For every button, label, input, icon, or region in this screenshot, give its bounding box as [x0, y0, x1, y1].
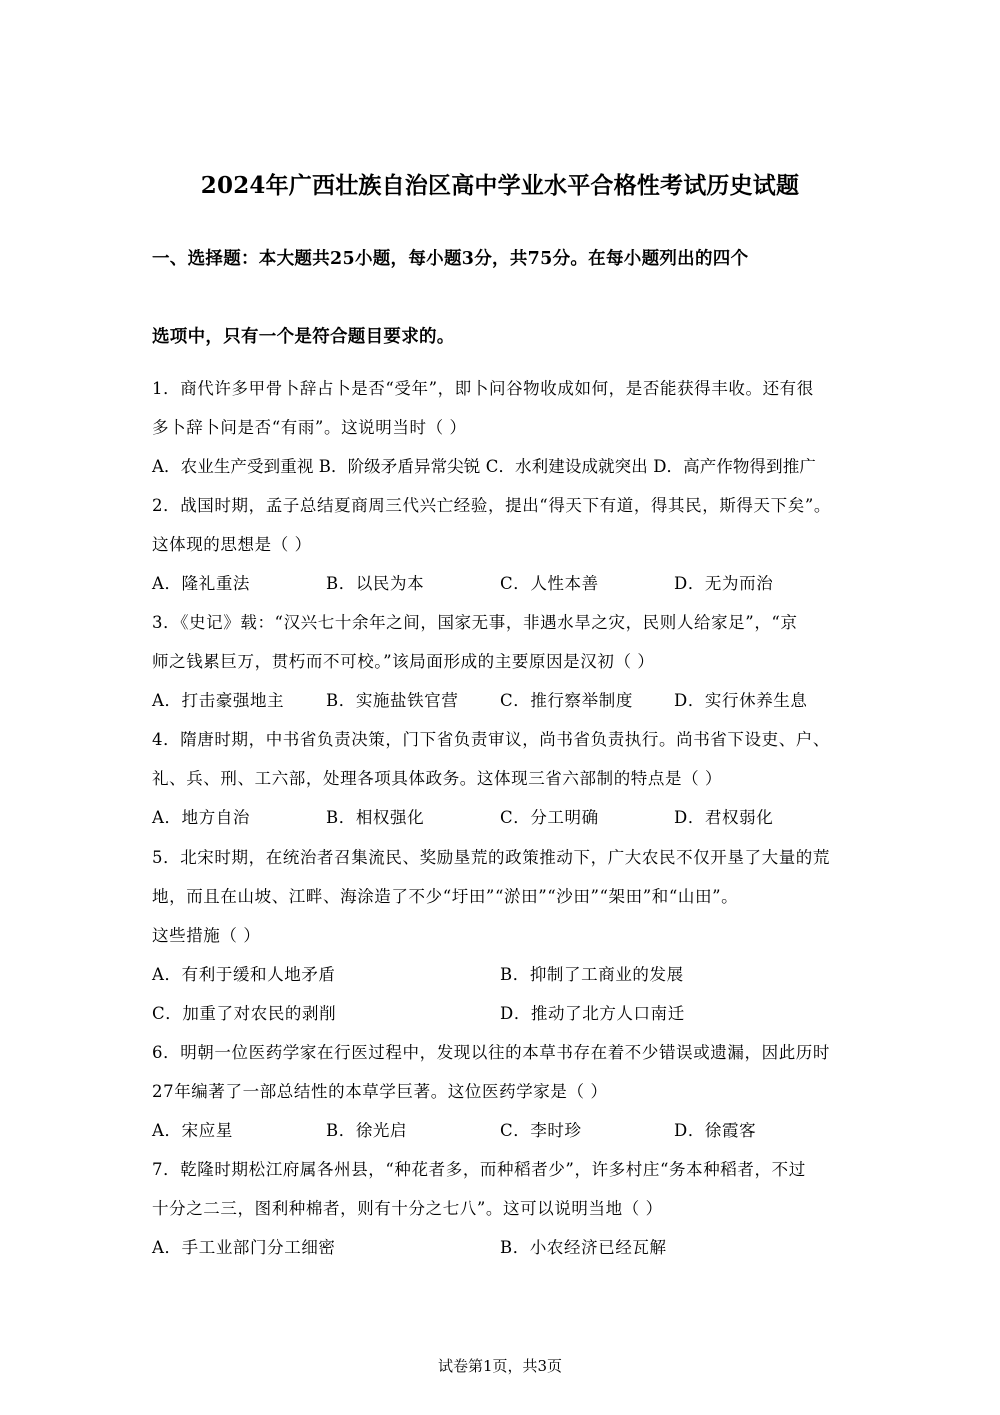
question-5-line-2: 地，而且在山坡、江畔、海涂造了不少“圩田”“淤田”“沙田”“架田”和“山田”。 [152, 887, 739, 906]
question-7-line-2: 十分之二三，图利种棉者，则有十分之七八”。这可以说明当地（ ） [152, 1199, 663, 1218]
page-footer: 试卷第1页，共3页 [437, 1357, 563, 1375]
question-1-options: A．农业生产受到重视 B．阶级矛盾异常尖锐 C．水利建设成就突出 D．高产作物得到推广 [152, 457, 816, 476]
question-7-options-row-1 [152, 1235, 872, 1261]
question-7-option-b: B．小农经济已经瓦解 [500, 1238, 667, 1257]
question-6-line-1: 6．明朝一位医药学家在行医过程中，发现以往的本草书存在着不少错误或遗漏，因此历时 [152, 1043, 830, 1062]
question-2-options [152, 571, 872, 597]
question-3-line-1: 3．《史记》载：“汉兴七十余年之间，国家无事，非遇水旱之灾，民则人给家足”，“京 [152, 613, 798, 632]
question-4-line-1: 4．隋唐时期，中书省负责决策，门下省负责审议，尚书省负责执行。尚书省下设吏、户、 [152, 730, 830, 749]
question-2-option-c: C．人性本善 [500, 574, 599, 593]
question-5-line-3: 这些措施（ ） [152, 926, 261, 945]
page-title: 2024年广西壮族自治区高中学业水平合格性考试历史试题 [200, 172, 800, 199]
question-2-option-d: D．无为而治 [674, 574, 774, 593]
question-3-option-c: C．推行察举制度 [500, 691, 633, 710]
question-4-option-a: A．地方自治 [152, 808, 251, 827]
question-6-option-b: B．徐光启 [326, 1121, 408, 1140]
question-6-option-d: D．徐霞客 [674, 1121, 757, 1140]
section-heading-line-1: 一、选择题：本大题共25小题，每小题3分，共75分。在每小题列出的四个 [152, 249, 749, 269]
question-4-options [152, 805, 872, 831]
question-4-option-d: D．君权弱化 [674, 808, 774, 827]
question-3-option-a: A．打击豪强地主 [152, 691, 285, 710]
question-5-option-b: B．抑制了工商业的发展 [500, 965, 684, 984]
question-1-line-2: 多卜辞卜问是否“有雨”。这说明当时（ ） [152, 418, 467, 437]
question-4-option-b: B．相权强化 [326, 808, 425, 827]
question-2-option-a: A．隆礼重法 [152, 574, 251, 593]
question-1-line-1: 1．商代许多甲骨卜辞占卜是否“受年”，即卜问谷物收成如何，是否能获得丰收。还有很 [152, 379, 814, 398]
question-4-option-c: C．分工明确 [500, 808, 599, 827]
question-3-option-b: B．实施盐铁官营 [326, 691, 459, 710]
section-heading-line-2: 选项中，只有一个是符合题目要求的。 [152, 327, 455, 347]
question-5-option-a: A．有利于缓和人地矛盾 [152, 965, 336, 984]
question-5-line-1: 5．北宋时期，在统治者召集流民、奖励垦荒的政策推动下，广大农民不仅开垦了大量的荒 [152, 848, 830, 867]
question-7-line-1: 7．乾隆时期松江府属各州县，“种花者多，而种稻者少”，许多村庄“务本种稻者，不过 [152, 1160, 806, 1179]
question-6-option-a: A．宋应星 [152, 1121, 233, 1140]
question-7-option-a: A．手工业部门分工细密 [152, 1238, 336, 1257]
question-5-option-c: C．加重了对农民的剥削 [152, 1004, 337, 1023]
question-5-option-d: D．推动了北方人口南迁 [500, 1004, 685, 1023]
question-3-option-d: D．实行休养生息 [674, 691, 808, 710]
question-3-line-2: 师之钱累巨万，贯朽而不可校。”该局面形成的主要原因是汉初（ ） [152, 652, 655, 671]
question-6-options [152, 1118, 872, 1144]
question-2-option-b: B．以民为本 [326, 574, 425, 593]
question-6-option-c: C．李时珍 [500, 1121, 582, 1140]
question-4-line-2: 礼、兵、刑、工六部，处理各项具体政务。这体现三省六部制的特点是（ ） [152, 769, 723, 788]
question-5-options-row-2 [152, 1001, 872, 1027]
question-6-line-2: 27年编著了一部总结性的本草学巨著。这位医药学家是（ ） [152, 1082, 608, 1101]
question-2-line-1: 2．战国时期，孟子总结夏商周三代兴亡经验，提出“得天下有道，得其民，斯得天下矣”。 [152, 496, 831, 515]
question-2-line-2: 这体现的思想是（ ） [152, 535, 312, 554]
question-5-options-row-1 [152, 962, 872, 988]
question-3-options [152, 688, 872, 714]
